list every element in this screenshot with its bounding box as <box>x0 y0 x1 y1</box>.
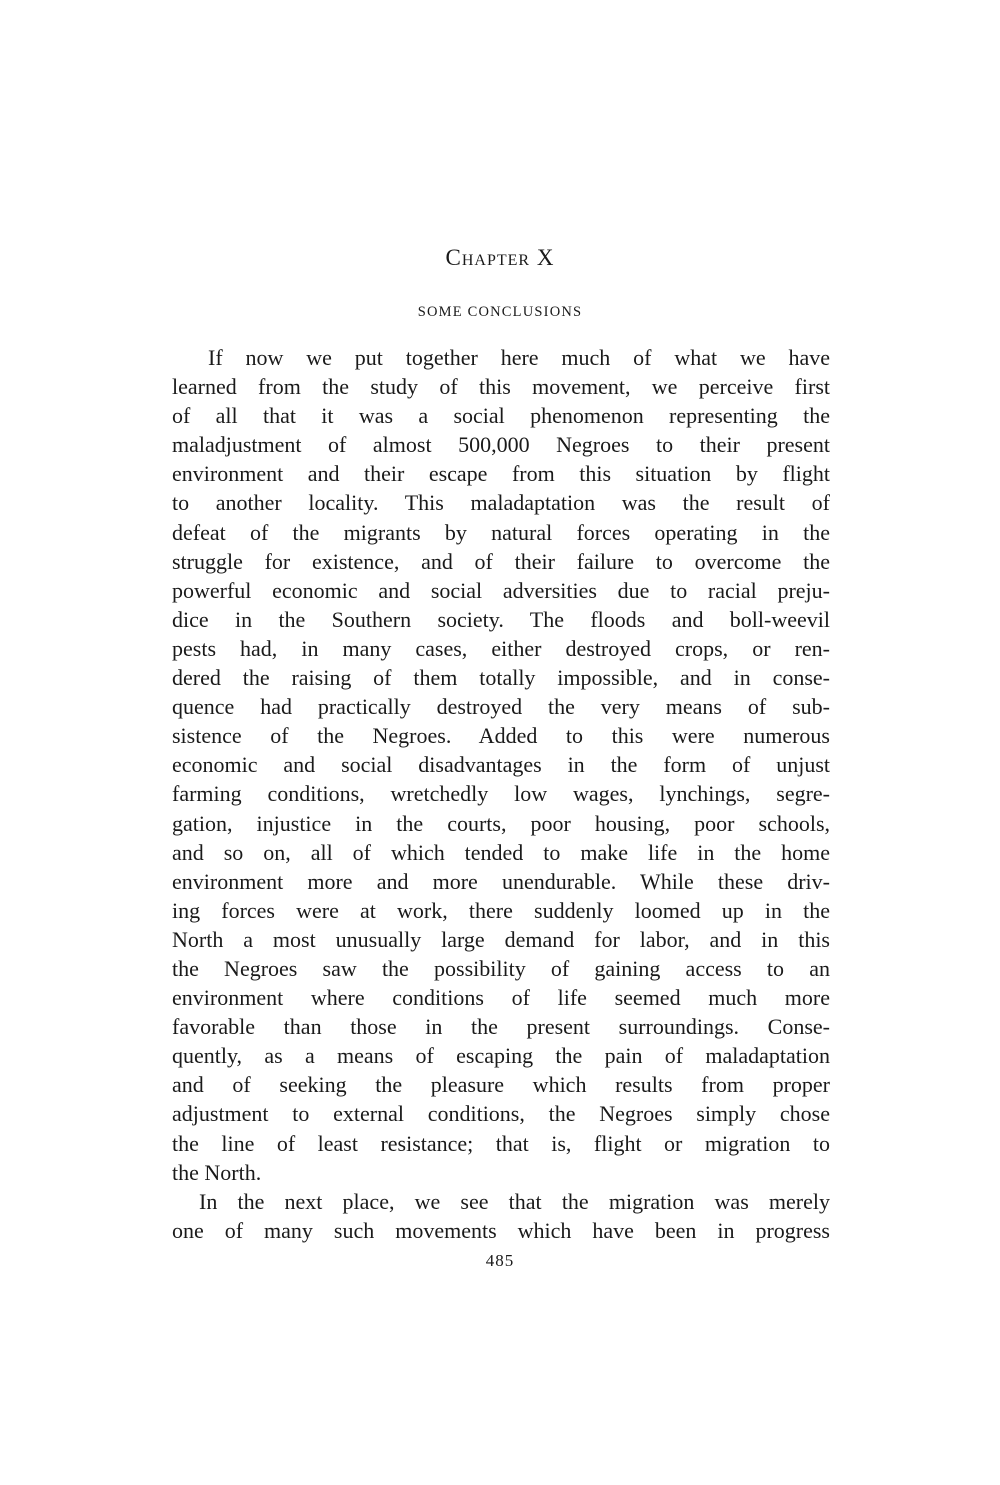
text-line: the Negroes saw the possibility of gaining access to an <box>172 955 830 981</box>
text-line: of all that it was a social phenomenon representing the <box>172 403 830 429</box>
text-line: and of seeking the pleasure which results from proper <box>172 1072 830 1098</box>
text-line: If now we put together here much of what we have <box>208 345 830 370</box>
text-line: North a most unusually large demand for labor, and in this <box>172 926 830 952</box>
text-line: dered the raising of them totally impossible, and in conse- <box>172 665 830 691</box>
text-line: powerful economic and social adversities due to racial preju- <box>172 577 830 603</box>
text-line: the North. <box>172 1159 262 1185</box>
text-line: favorable than those in the present surroundings. Conse- <box>172 1014 830 1040</box>
text-line: adjustment to external conditions, the Negroes simply chose <box>172 1101 830 1127</box>
text-line: ing forces were at work, there suddenly loomed up in the <box>172 897 830 923</box>
chapter-heading: Chapter X <box>445 245 555 270</box>
page-number: 485 <box>485 1251 515 1270</box>
text-line: dice in the Southern society. The floods and boll-weevil <box>172 606 830 632</box>
text-line: environment where conditions of life seemed much more <box>172 985 830 1011</box>
text-line: environment more and more unendurable. While these driv- <box>172 868 830 894</box>
text-line: farming conditions, wretchedly low wages, lynchings, segre- <box>172 781 830 807</box>
text-line: pests had, in many cases, either destroyed crops, or ren- <box>172 635 830 661</box>
text-line: sistence of the Negroes. Added to this were numerous <box>172 723 830 749</box>
text-line: maladjustment of almost 500,000 Negroes to their present <box>172 432 830 458</box>
text-line: the line of least resistance; that is, flight or migration to <box>172 1130 830 1156</box>
text-line: defeat of the migrants by natural forces operating in the <box>172 519 830 545</box>
text-line: gation, injustice in the courts, poor housing, poor schools, <box>172 810 830 836</box>
text-line: economic and social disadvantages in the form of unjust <box>172 752 830 778</box>
text-line: environment and their escape from this situation by flight <box>172 461 830 487</box>
chapter-title: SOME CONCLUSIONS <box>417 304 583 320</box>
text-line: and so on, all of which tended to make life in the home <box>172 839 830 865</box>
text-line: quently, as a means of escaping the pain of maladaptation <box>172 1043 830 1069</box>
text-line: struggle for existence, and of their failure to overcome the <box>172 548 830 574</box>
text-line: quence had practically destroyed the very means of sub- <box>172 694 830 720</box>
text-line: one of many such movements which have been in progress <box>172 1217 830 1243</box>
text-line: In the next place, we see that the migration was merely <box>199 1188 830 1214</box>
text-line: to another locality. This maladaptation was the result of <box>172 490 830 516</box>
text-line: learned from the study of this movement, we perceive first <box>172 374 830 400</box>
body-text <box>172 343 830 1245</box>
